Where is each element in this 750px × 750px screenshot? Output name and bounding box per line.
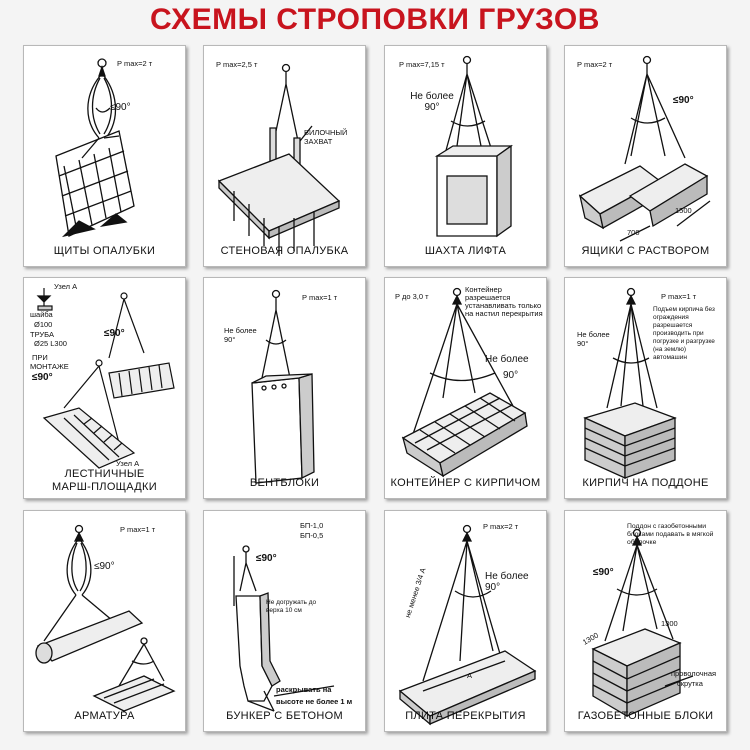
angle-label: ≤90° bbox=[673, 95, 694, 106]
floor-slab-diagram bbox=[385, 511, 548, 733]
card-mortar-boxes bbox=[564, 45, 727, 267]
wire-label: проволочная bbox=[671, 669, 717, 678]
caption-line: ЛЕСТНИЧНЫЕ bbox=[64, 468, 145, 480]
node-label: Узел А bbox=[116, 459, 140, 468]
mortar-boxes-diagram bbox=[565, 46, 728, 268]
card-concrete-bucket bbox=[203, 510, 366, 732]
note-label: Не более 90° bbox=[224, 326, 257, 344]
card-aerated-blocks bbox=[564, 510, 727, 732]
caption-line: МАРШ-ПЛОЩАДКИ bbox=[52, 481, 157, 493]
note-label: Не более 90° bbox=[410, 91, 454, 113]
card-caption: КИРПИЧ НА ПОДДОНЕ bbox=[582, 477, 709, 489]
card-wall-formwork bbox=[203, 45, 366, 267]
card-stair-flights bbox=[23, 277, 186, 499]
angle-label: ≤90° bbox=[256, 553, 277, 564]
washer-label: шайба bbox=[30, 310, 53, 319]
formwork-panels-diagram bbox=[24, 46, 187, 268]
note-label: Не более 90° bbox=[485, 571, 529, 593]
note-bottom-label: раскрывать на bbox=[276, 685, 332, 694]
card-caption: ШАХТА ЛИФТА bbox=[424, 245, 507, 257]
card-caption: АРМАТУРА bbox=[74, 710, 135, 722]
note-right-label: Подъем кирпича без ограждения разрешается производить при погрузке и разгрузке (на землю) автомашин bbox=[653, 306, 715, 361]
wire-label: скрутка bbox=[677, 679, 703, 688]
card-caption: ПЛИТА ПЕРЕКРЫТИЯ bbox=[405, 710, 526, 722]
rebar-diagram bbox=[24, 511, 187, 733]
card-caption bbox=[26, 468, 183, 494]
angle-label: ≤90° bbox=[110, 102, 131, 113]
a-label: А bbox=[467, 671, 473, 680]
pmax-label: P max=2 т bbox=[117, 59, 153, 68]
note-label: Не догружать до верха 10 см bbox=[266, 599, 317, 614]
card-bricks-on-pallet bbox=[564, 277, 727, 499]
pmax-label: P max=2 т bbox=[577, 60, 613, 69]
note-label: 90° bbox=[503, 370, 519, 381]
vent-blocks-diagram bbox=[204, 278, 367, 500]
card-caption: ЩИТЫ ОПАЛУБКИ bbox=[53, 245, 156, 257]
angle-label: ≤90° bbox=[32, 372, 53, 383]
wall-formwork-diagram bbox=[204, 46, 367, 268]
pipe-label: ТРУБА bbox=[30, 330, 54, 339]
pmax-label: БП-1,0 bbox=[300, 521, 324, 530]
pipe-size-label: Ø25 L300 bbox=[34, 339, 67, 348]
card-caption: КОНТЕЙНЕР С КИРПИЧОМ bbox=[390, 477, 541, 489]
dim-label: 1500 bbox=[675, 206, 692, 215]
dim-label: 1300 bbox=[581, 630, 600, 647]
pmax-label: P max=7,15 т bbox=[399, 60, 445, 69]
side-label: не менее 3/4 А bbox=[403, 566, 428, 619]
card-vent-blocks bbox=[203, 277, 366, 499]
pmax-label: P max=2 т bbox=[483, 522, 519, 531]
note-bottom-label: высоте не более 1 м bbox=[276, 697, 353, 706]
card-rebar bbox=[23, 510, 186, 732]
card-caption: БУНКЕР С БЕТОНОМ bbox=[226, 710, 343, 722]
note-top-label: Контейнер разрешается устанавливать только на настил перекрытия bbox=[465, 285, 543, 318]
note-label: ВИЛОЧНЫЙ ЗАХВАТ bbox=[304, 128, 348, 146]
note-label: Не более bbox=[485, 354, 529, 365]
card-caption: ГАЗОБЕТОННЫЕ БЛОКИ bbox=[577, 710, 714, 722]
dim-label: 700 bbox=[627, 228, 640, 237]
node-label: Узел А bbox=[54, 282, 78, 291]
pmax-label: P max=1 т bbox=[661, 292, 697, 301]
pmax-label: P max=1 т bbox=[302, 293, 338, 302]
elevator-shaft-diagram bbox=[385, 46, 548, 268]
dim-label: 1300 bbox=[661, 619, 678, 628]
card-elevator-shaft bbox=[384, 45, 547, 267]
note-label: Не более 90° bbox=[577, 330, 610, 348]
note-label: Поддон с газобетонными блоками подавать в мягкой оболочке bbox=[627, 523, 714, 546]
card-formwork-panels bbox=[23, 45, 186, 267]
diameter-label: Ø100 bbox=[34, 320, 53, 329]
poster-title: СХЕМЫ СТРОПОВКИ ГРУЗОВ bbox=[150, 3, 600, 36]
pmax-label: P до 3,0 т bbox=[395, 292, 429, 301]
angle-label: ≤90° bbox=[593, 567, 614, 578]
card-floor-slab bbox=[384, 510, 547, 732]
pmax-label: P max=1 т bbox=[120, 525, 156, 534]
angle-label: ≤90° bbox=[104, 328, 125, 339]
angle-label: ≤90° bbox=[94, 561, 115, 572]
pmax-label: P max=2,5 т bbox=[216, 60, 258, 69]
card-caption: ВЕНТБЛОКИ bbox=[249, 477, 320, 489]
card-caption: ЯЩИКИ С РАСТВОРОМ bbox=[581, 245, 710, 257]
card-caption: СТЕНОВАЯ ОПАЛУБКА bbox=[220, 245, 349, 257]
mount-label: ПРИ bbox=[32, 353, 48, 362]
card-brick-container bbox=[384, 277, 547, 499]
pmax-label: БП-0,5 bbox=[300, 531, 324, 540]
mount-label: МОНТАЖЕ bbox=[30, 362, 69, 371]
